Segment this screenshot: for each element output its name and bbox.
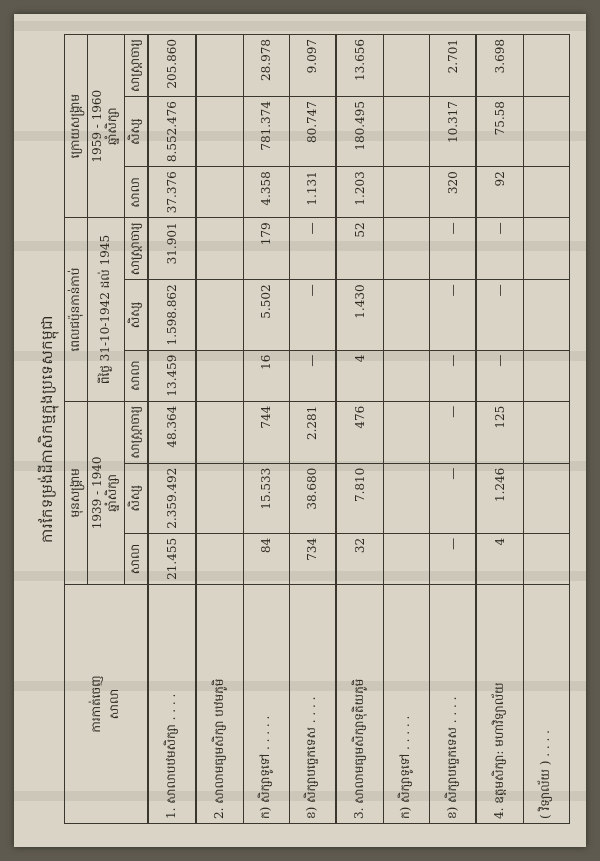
table-row xyxy=(383,35,429,824)
header-period-occupation: ពីថ្ងៃ 31-10-1942 ដល់ 1945 xyxy=(88,218,125,401)
subheader-teachers: សាស្ត្រាចារ្យ xyxy=(125,35,149,97)
table-cell xyxy=(383,97,429,167)
table-cell: 205.860 xyxy=(148,35,196,97)
table-cell: 7.810 xyxy=(336,463,383,533)
table-row xyxy=(243,35,289,824)
table-cell xyxy=(523,350,569,401)
table-cell: — xyxy=(289,350,336,401)
table-cell xyxy=(383,533,429,584)
table-cell: — xyxy=(289,218,336,280)
header-group-prewar: មុនសង្គ្រាម xyxy=(65,401,88,584)
table-cell: 84 xyxy=(243,533,289,584)
table-cell: 92 xyxy=(476,167,523,218)
table-cell xyxy=(523,463,569,533)
table-cell: 744 xyxy=(243,401,289,463)
table-cell xyxy=(196,280,243,350)
table-row xyxy=(289,35,336,824)
table-cell: 5.502 xyxy=(243,280,289,350)
table-row xyxy=(523,35,569,824)
header-group-postwar: ក្រោយសង្គ្រាម xyxy=(65,35,88,218)
table-cell: 32 xyxy=(336,533,383,584)
table-cell: 13.459 xyxy=(148,350,196,401)
table-cell: — xyxy=(476,280,523,350)
table-cell: 4 xyxy=(336,350,383,401)
table-cell xyxy=(523,401,569,463)
table-cell: 1.246 xyxy=(476,463,523,533)
table-cell: — xyxy=(429,350,476,401)
table-row xyxy=(429,35,476,824)
table-cell xyxy=(196,167,243,218)
table-cell xyxy=(196,463,243,533)
table-cell: 476 xyxy=(336,401,383,463)
table-cell: — xyxy=(429,218,476,280)
table-cell: 9.097 xyxy=(289,35,336,97)
row-label: ខ) សិក្សាបច្ចេកទេស . . . . xyxy=(289,585,336,824)
table-title: ការកែទម្រង់ដីកាសិកម្មក្នុងប្រទេសកម្ពុជា xyxy=(38,315,56,543)
table-cell: 31.901 xyxy=(148,218,196,280)
table-cell xyxy=(196,218,243,280)
subheader-students: សិស្ស xyxy=(125,97,149,167)
table-cell xyxy=(196,97,243,167)
table-row xyxy=(476,35,523,824)
table-cell: — xyxy=(429,401,476,463)
table-cell xyxy=(523,533,569,584)
table-cell xyxy=(383,401,429,463)
subheader-schools: សាលា xyxy=(125,350,149,401)
table-cell xyxy=(523,167,569,218)
table-cell: 28.978 xyxy=(243,35,289,97)
table-cell: 179 xyxy=(243,218,289,280)
subheader-schools: សាលា xyxy=(125,167,149,218)
table-cell: 180.495 xyxy=(336,97,383,167)
table-cell xyxy=(383,463,429,533)
row-label: ក) សិក្សាទូទៅ . . . . . xyxy=(383,585,429,824)
table-cell xyxy=(196,350,243,401)
row-label: 1. សាលាបឋមសិក្សា . . . . xyxy=(148,585,196,824)
table-cell xyxy=(523,97,569,167)
subheader-students: សិស្ស xyxy=(125,463,149,533)
table-cell xyxy=(383,280,429,350)
header-period-prewar: 1939 - 1940 ឆ្នាំសិក្សា xyxy=(88,401,125,584)
table-row xyxy=(336,35,383,824)
table-cell xyxy=(383,350,429,401)
table-row xyxy=(196,35,243,824)
table-cell xyxy=(383,35,429,97)
table-cell: 21.455 xyxy=(148,533,196,584)
subheader-students: សិស្ស xyxy=(125,280,149,350)
table-cell: 10.317 xyxy=(429,97,476,167)
table-cell: 1.203 xyxy=(336,167,383,218)
table-cell: 1.598.862 xyxy=(148,280,196,350)
header-period-postwar: 1959 - 1960 ឆ្នាំសិក្សា xyxy=(88,35,125,218)
table-cell: 80.747 xyxy=(289,97,336,167)
row-label: 2. សាលាមធ្យមសិក្សា បឋមភូមិ xyxy=(196,585,243,824)
table-body xyxy=(148,35,570,824)
table-cell: 8.552.476 xyxy=(148,97,196,167)
table-cell: 320 xyxy=(429,167,476,218)
table-cell: — xyxy=(476,350,523,401)
statistics-table xyxy=(64,34,570,824)
table-cell: 52 xyxy=(336,218,383,280)
table-cell xyxy=(383,218,429,280)
row-label: 4. ឧត្តមសិក្សា: មហាវិទ្យាល័យ xyxy=(476,585,523,824)
table-cell: — xyxy=(289,280,336,350)
table-cell: 16 xyxy=(243,350,289,401)
table-cell: 37.376 xyxy=(148,167,196,218)
table-cell: — xyxy=(429,463,476,533)
row-label: ក) សិក្សាទូទៅ . . . . . xyxy=(243,585,289,824)
row-label: ( វិទ្យាល័យ ) . . . . xyxy=(523,585,569,824)
header-group-occupation: ពេលជប៉ុនកាន់កាប់ xyxy=(65,218,88,401)
subheader-teachers: សាស្ត្រាចារ្យ xyxy=(125,218,149,280)
table-cell: 1.131 xyxy=(289,167,336,218)
rotated-content xyxy=(36,34,576,824)
table-cell: — xyxy=(476,218,523,280)
table-cell xyxy=(523,35,569,97)
table-cell: — xyxy=(429,280,476,350)
table-cell: 2.359.492 xyxy=(148,463,196,533)
row-label: 3. សាលាមធ្យមសិក្សាទុតិយភូមិ xyxy=(336,585,383,824)
subheader-schools: សាលា xyxy=(125,533,149,584)
table-cell: 15.533 xyxy=(243,463,289,533)
table-row xyxy=(148,35,196,824)
table-cell: 2.701 xyxy=(429,35,476,97)
table-cell: 48.364 xyxy=(148,401,196,463)
table-cell: 2.281 xyxy=(289,401,336,463)
table-cell: 781.374 xyxy=(243,97,289,167)
row-label: ខ) សិក្សាបច្ចេកទេស . . . . xyxy=(429,585,476,824)
table-cell xyxy=(196,35,243,97)
header-category: ការកាត់ចេញ សាលា xyxy=(65,585,149,824)
table-cell: 4 xyxy=(476,533,523,584)
table-cell: 734 xyxy=(289,533,336,584)
table-cell: 38.680 xyxy=(289,463,336,533)
table-cell: 75.58 xyxy=(476,97,523,167)
subheader-teachers: សាស្ត្រាចារ្យ xyxy=(125,401,149,463)
table-cell: 3.698 xyxy=(476,35,523,97)
table-cell xyxy=(523,218,569,280)
table-cell: 125 xyxy=(476,401,523,463)
table-cell: 13.656 xyxy=(336,35,383,97)
table-cell: 4.358 xyxy=(243,167,289,218)
table-cell xyxy=(196,401,243,463)
table-cell xyxy=(523,280,569,350)
table-cell xyxy=(383,167,429,218)
table-cell: — xyxy=(429,533,476,584)
table-cell: 1.430 xyxy=(336,280,383,350)
scanned-page xyxy=(14,14,586,847)
table-cell xyxy=(196,533,243,584)
